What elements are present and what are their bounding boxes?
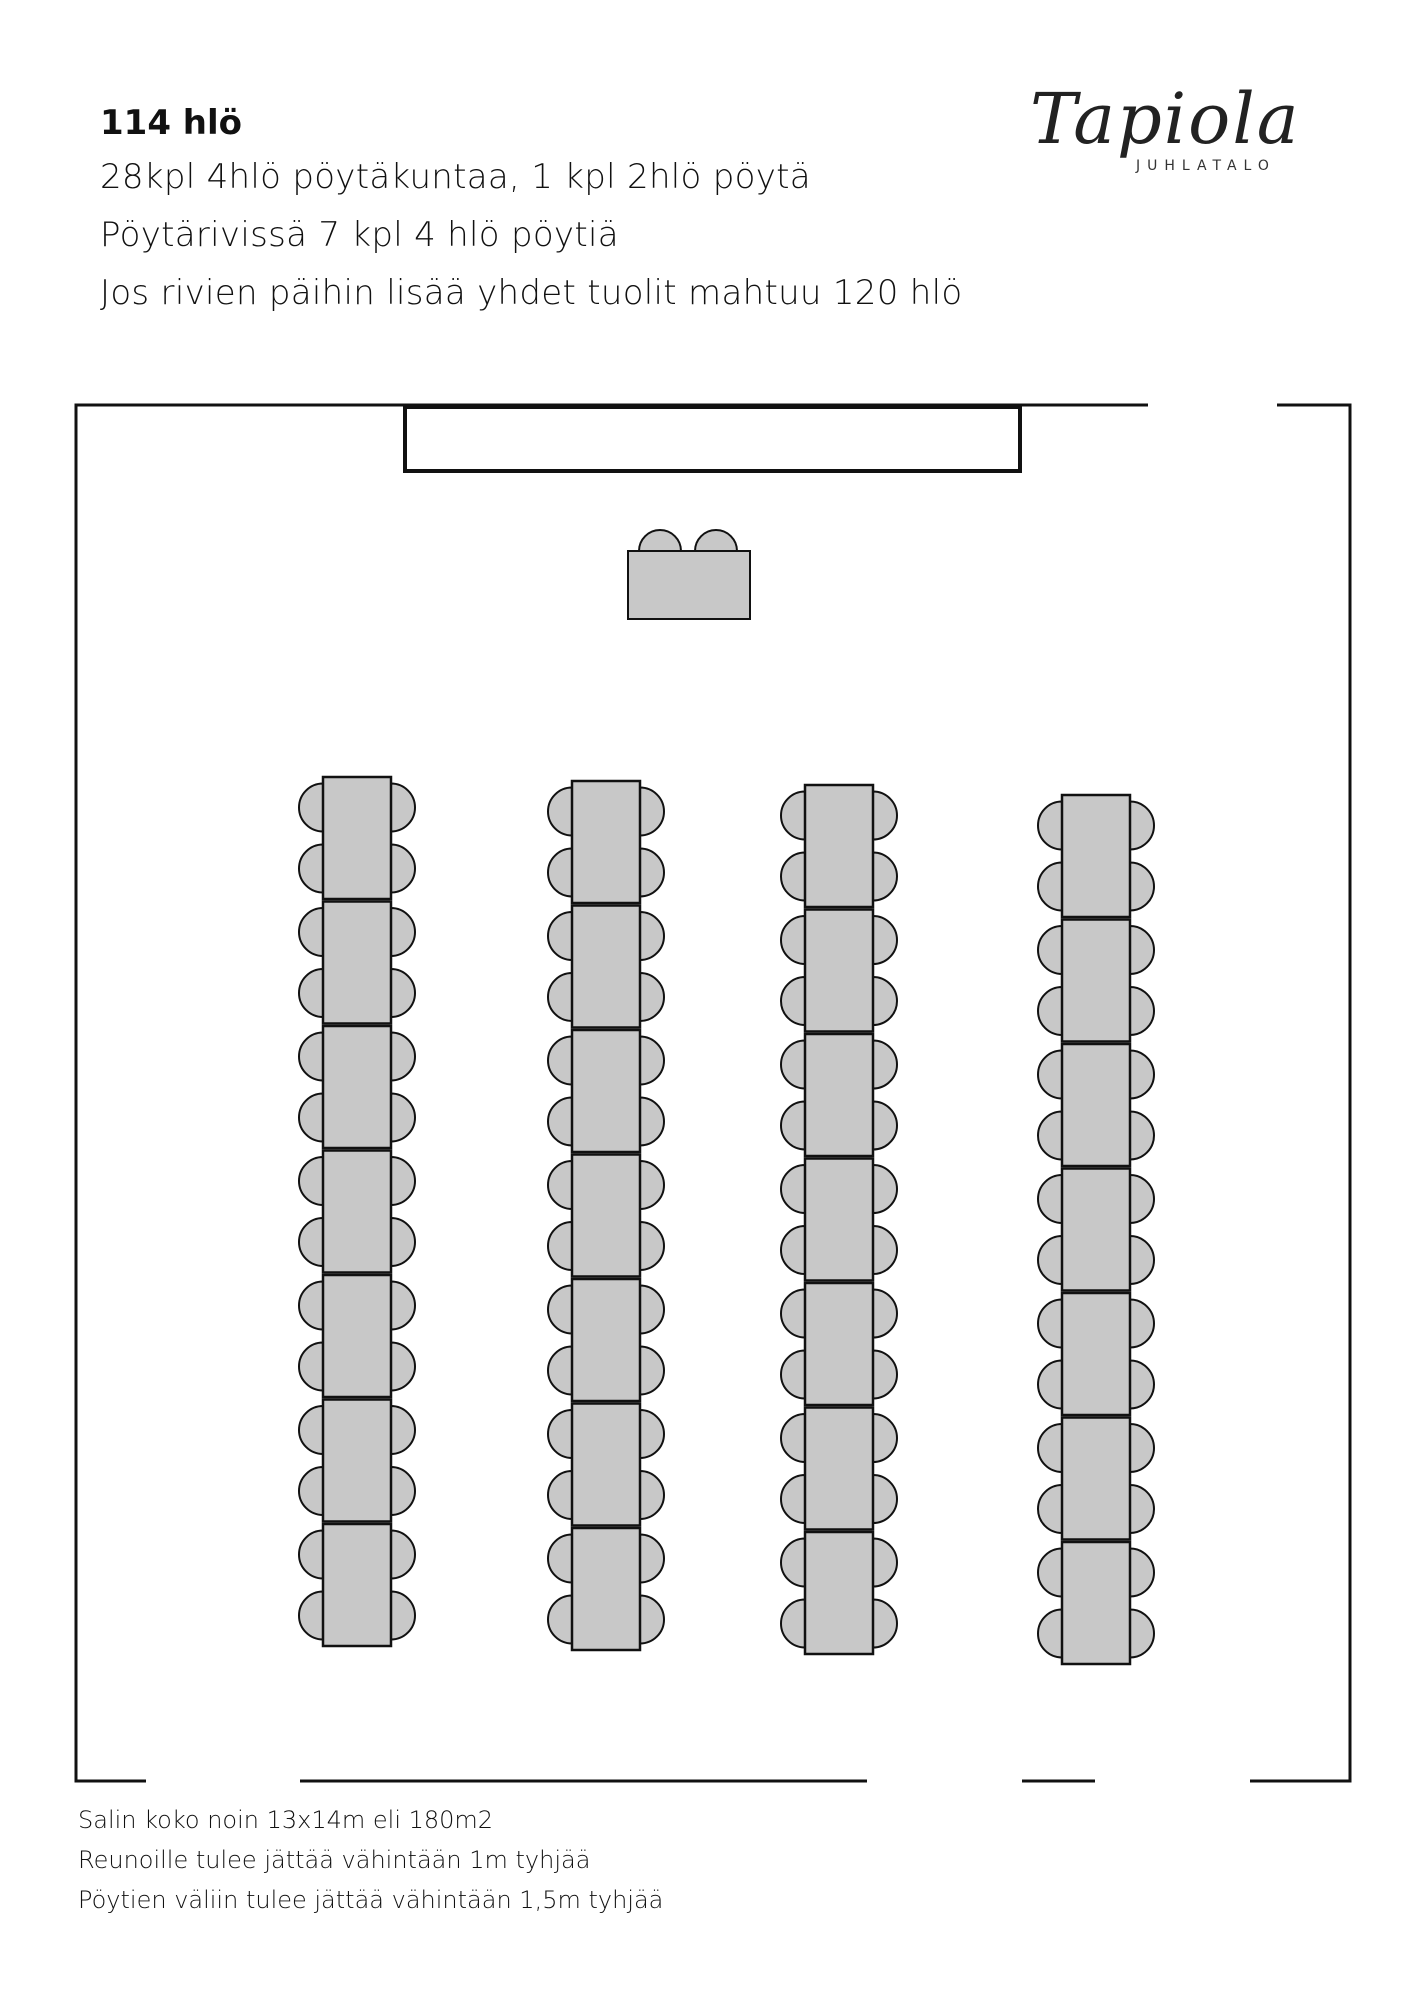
chair	[1038, 926, 1062, 974]
chair	[391, 845, 415, 893]
chair	[1038, 1485, 1062, 1533]
table-top	[805, 910, 873, 1032]
chair	[781, 1226, 805, 1274]
table	[299, 1275, 415, 1397]
chair	[548, 1098, 572, 1146]
table	[299, 777, 415, 899]
table-top	[805, 1283, 873, 1405]
chair	[391, 1406, 415, 1454]
chair	[781, 853, 805, 901]
table	[781, 1159, 897, 1281]
chair	[1130, 1361, 1154, 1409]
chair	[1130, 863, 1154, 911]
chair	[299, 1094, 323, 1142]
chair	[548, 1596, 572, 1644]
chair	[548, 1286, 572, 1334]
chair	[391, 1531, 415, 1579]
chair	[781, 1475, 805, 1523]
footer-line-3: Pöytien väliin tulee jättää vähintään 1,5m tyhjää	[78, 1886, 664, 1914]
chair	[1130, 1549, 1154, 1597]
chair	[1130, 1236, 1154, 1284]
table-rows	[299, 777, 1154, 1664]
table-top	[1062, 920, 1130, 1042]
chair	[299, 908, 323, 956]
chair	[781, 1414, 805, 1462]
chair	[391, 969, 415, 1017]
chair	[640, 849, 664, 897]
table-top	[572, 1279, 640, 1401]
chair	[548, 1471, 572, 1519]
chair	[1130, 1112, 1154, 1160]
chair	[299, 1282, 323, 1330]
chair	[873, 1539, 897, 1587]
table-top	[805, 1034, 873, 1156]
chair	[873, 1165, 897, 1213]
table	[1038, 1418, 1154, 1540]
chair	[299, 1033, 323, 1081]
table	[781, 1408, 897, 1530]
table-row-4	[1038, 795, 1154, 1664]
table	[299, 1400, 415, 1522]
chair	[1038, 1112, 1062, 1160]
table-top	[572, 906, 640, 1028]
wall-right	[1250, 405, 1350, 1781]
chair	[299, 784, 323, 832]
chair	[548, 1347, 572, 1395]
table	[781, 1034, 897, 1156]
chair	[873, 1041, 897, 1089]
chair	[548, 1037, 572, 1085]
table	[299, 1524, 415, 1646]
chair	[1038, 1300, 1062, 1348]
chair	[1130, 987, 1154, 1035]
chair	[391, 1218, 415, 1266]
table-row-3	[781, 785, 897, 1654]
chair	[1038, 987, 1062, 1035]
footer	[78, 1800, 663, 1920]
table-top	[323, 777, 391, 899]
chair	[299, 1157, 323, 1205]
chair	[299, 845, 323, 893]
chair	[640, 788, 664, 836]
table-top	[1062, 1044, 1130, 1166]
table	[548, 1279, 664, 1401]
chair	[548, 1535, 572, 1583]
chair	[873, 1226, 897, 1274]
chair	[1130, 1175, 1154, 1223]
chair	[640, 1286, 664, 1334]
chair	[299, 1343, 323, 1391]
table	[1038, 1293, 1154, 1415]
chair	[781, 1351, 805, 1399]
chair	[781, 1600, 805, 1648]
chair	[873, 1290, 897, 1338]
logo-script: Tapiola	[1030, 78, 1301, 160]
table-top	[323, 1026, 391, 1148]
table-top	[805, 785, 873, 907]
table	[1038, 1542, 1154, 1664]
chair	[391, 1467, 415, 1515]
table-top	[323, 902, 391, 1024]
chair	[391, 1157, 415, 1205]
table-row-1	[299, 777, 415, 1646]
chair	[873, 853, 897, 901]
table	[548, 1528, 664, 1650]
chair	[695, 530, 737, 551]
chair	[1038, 863, 1062, 911]
chair	[548, 912, 572, 960]
chair	[548, 1161, 572, 1209]
table	[548, 1155, 664, 1277]
table-top	[323, 1151, 391, 1273]
chair	[1038, 1610, 1062, 1658]
logo-subtitle: JUHLATALO	[1136, 158, 1276, 174]
footer-line-1: Salin koko noin 13x14m eli 180m2	[78, 1806, 494, 1834]
chair	[873, 1351, 897, 1399]
chair	[640, 912, 664, 960]
chair	[640, 1535, 664, 1583]
chair	[873, 1475, 897, 1523]
chair	[640, 1471, 664, 1519]
table-top	[805, 1532, 873, 1654]
chair	[873, 1102, 897, 1150]
table-top	[1062, 1293, 1130, 1415]
chair	[1038, 1424, 1062, 1472]
chair	[391, 1094, 415, 1142]
table-top	[572, 1528, 640, 1650]
chair	[1130, 1610, 1154, 1658]
table-top	[572, 1404, 640, 1526]
chair	[1038, 1361, 1062, 1409]
header-line-2: Pöytärivissä 7 kpl 4 hlö pöytiä	[100, 215, 619, 255]
table	[1038, 920, 1154, 1042]
chair	[299, 1218, 323, 1266]
chair	[781, 977, 805, 1025]
chair	[299, 1467, 323, 1515]
chair	[640, 1037, 664, 1085]
table-top	[323, 1400, 391, 1522]
chair	[873, 916, 897, 964]
table-top	[805, 1159, 873, 1281]
table	[548, 781, 664, 903]
table	[299, 1026, 415, 1148]
chair	[299, 1406, 323, 1454]
header-line-3: Jos rivien päihin lisää yhdet tuolit mahtuu 120 hlö	[100, 273, 963, 313]
chair	[1130, 802, 1154, 850]
chair	[781, 792, 805, 840]
chair	[640, 973, 664, 1021]
chair	[1130, 1051, 1154, 1099]
table	[1038, 1044, 1154, 1166]
chair	[1038, 1236, 1062, 1284]
table-top	[1062, 795, 1130, 917]
table-top	[572, 781, 640, 903]
table	[548, 1030, 664, 1152]
chair	[640, 1222, 664, 1270]
chair	[873, 1414, 897, 1462]
chair	[391, 1343, 415, 1391]
chair	[1038, 1051, 1062, 1099]
table-row-2	[548, 781, 664, 1650]
chair	[873, 1600, 897, 1648]
chair	[640, 1347, 664, 1395]
footer-line-2: Reunoille tulee jättää vähintään 1m tyhjää	[78, 1846, 591, 1874]
table	[1038, 795, 1154, 917]
chair	[1130, 926, 1154, 974]
chair	[1038, 1175, 1062, 1223]
table-top	[1062, 1542, 1130, 1664]
head-table	[628, 530, 750, 619]
table	[548, 906, 664, 1028]
chair	[391, 784, 415, 832]
chair	[781, 1290, 805, 1338]
chair	[781, 1041, 805, 1089]
table	[548, 1404, 664, 1526]
chair	[781, 1539, 805, 1587]
chair	[1130, 1424, 1154, 1472]
table-top	[1062, 1418, 1130, 1540]
chair	[873, 977, 897, 1025]
page-title: 114 hlö	[100, 103, 243, 143]
chair	[391, 908, 415, 956]
table-top	[323, 1524, 391, 1646]
chair	[391, 1592, 415, 1640]
table	[781, 1283, 897, 1405]
chair	[1038, 1549, 1062, 1597]
table-top	[1062, 1169, 1130, 1291]
chair	[640, 1596, 664, 1644]
chair	[391, 1033, 415, 1081]
table	[781, 910, 897, 1032]
table	[781, 785, 897, 907]
chair	[1130, 1485, 1154, 1533]
chair	[299, 1592, 323, 1640]
table-top	[572, 1155, 640, 1277]
chair	[299, 969, 323, 1017]
chair	[640, 1098, 664, 1146]
chair	[781, 1102, 805, 1150]
table	[781, 1532, 897, 1654]
chair	[548, 1410, 572, 1458]
chair	[873, 792, 897, 840]
chair	[1038, 802, 1062, 850]
chair	[639, 530, 681, 551]
chair	[640, 1410, 664, 1458]
stage	[405, 407, 1020, 471]
table-top	[805, 1408, 873, 1530]
chair	[548, 1222, 572, 1270]
table	[299, 902, 415, 1024]
head-table-top	[628, 551, 750, 619]
table-top	[572, 1030, 640, 1152]
chair	[1130, 1300, 1154, 1348]
chair	[391, 1282, 415, 1330]
chair	[548, 788, 572, 836]
header-line-1: 28kpl 4hlö pöytäkuntaa, 1 kpl 2hlö pöytä	[100, 157, 811, 197]
chair	[781, 916, 805, 964]
chair	[548, 849, 572, 897]
chair	[548, 973, 572, 1021]
chair	[299, 1531, 323, 1579]
table	[299, 1151, 415, 1273]
chair	[781, 1165, 805, 1213]
chair	[640, 1161, 664, 1209]
table	[1038, 1169, 1154, 1291]
table-top	[323, 1275, 391, 1397]
